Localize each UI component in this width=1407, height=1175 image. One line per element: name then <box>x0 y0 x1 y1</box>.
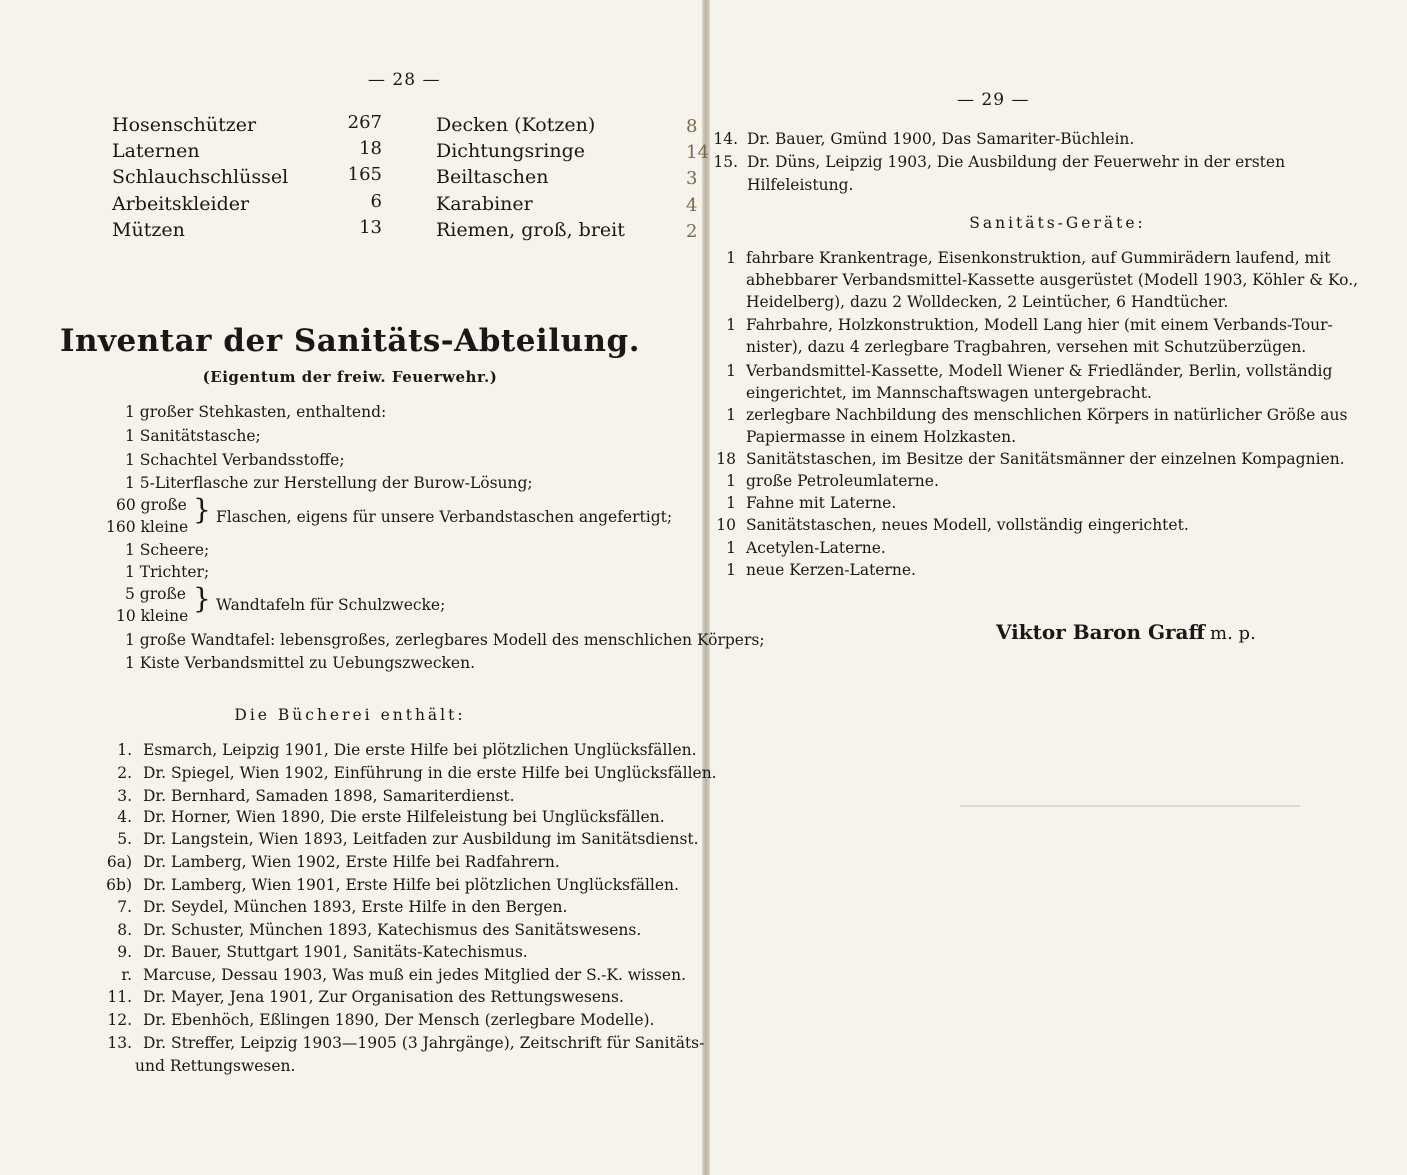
library-entry: Dr. Horner, Wien 1890, Die erste Hilfeleistung bei Unglücksfällen. <box>143 808 665 826</box>
library-entry-number: 8. <box>117 921 132 939</box>
inventory-item-qty: 165 <box>347 164 382 185</box>
library-entry: Esmarch, Leipzig 1901, Die erste Hilfe bei plötzlichen Unglücksfällen. <box>143 741 697 759</box>
flaschen-qty-large: 60 große <box>116 496 187 514</box>
inventory-item-qty: 8 <box>686 116 698 137</box>
geraete-item: große Petroleumlaterne. <box>746 472 939 490</box>
library-entry: Dr. Bauer, Stuttgart 1901, Sanitäts-Katechismus. <box>143 943 528 961</box>
library-entry: Dr. Seydel, München 1893, Erste Hilfe in den Bergen. <box>143 898 568 916</box>
library-entry-number: 13. <box>107 1034 132 1052</box>
geraete-item: Verbandsmittel-Kassette, Modell Wiener & Friedländer, Berlin, vollständig <box>746 362 1333 380</box>
library-entry: Dr. Langstein, Wien 1893, Leitfaden zur Ausbildung im Sanitätsdienst. <box>143 830 699 848</box>
inventory-item-qty: 18 <box>359 138 382 159</box>
geraete-item: abhebbarer Verbandsmittel-Kassette ausgerüstet (Modell 1903, Köhler & Ko., <box>746 271 1359 289</box>
library-entry-number: 3. <box>117 787 132 805</box>
geraete-heading: Sanitäts-Geräte: <box>969 214 1146 232</box>
inventory-item-qty: 6 <box>370 191 382 212</box>
book-gutter <box>702 0 710 1175</box>
library-entry-number: 14. <box>713 130 738 148</box>
library-entry: Dr. Bauer, Gmünd 1900, Das Samariter-Büchlein. <box>747 130 1135 148</box>
item-line: 1 großer Stehkasten, enthaltend: <box>125 403 387 421</box>
inventory-item-qty: 13 <box>359 217 382 238</box>
page-number-right: — 29 — <box>957 90 1030 110</box>
inventory-item-qty: 267 <box>347 112 382 133</box>
geraete-qty: 1 <box>726 539 736 557</box>
signature-suffix: m. p. <box>1210 623 1256 644</box>
library-entry: Dr. Düns, Leipzig 1903, Die Ausbildung der Feuerwehr in der ersten <box>747 153 1286 171</box>
library-entry: Dr. Bernhard, Samaden 1898, Samariterdienst. <box>143 787 515 805</box>
library-entry: Dr. Streffer, Leipzig 1903—1905 (3 Jahrgänge), Zeitschrift für Sanitäts- <box>143 1034 705 1052</box>
wandtafeln-qty-large: 5 große <box>125 585 186 603</box>
library-entry: Dr. Mayer, Jena 1901, Zur Organisation des Rettungswesens. <box>143 988 624 1006</box>
geraete-qty: 1 <box>726 316 736 334</box>
geraete-item: Sanitätstaschen, im Besitze der Sanitätsmänner der einzelnen Kompagnien. <box>746 450 1345 468</box>
inventory-item-name: Dichtungsringe <box>436 140 586 162</box>
inventory-item-name: Mützen <box>112 219 185 241</box>
library-entry: Dr. Spiegel, Wien 1902, Einführung in die erste Hilfe bei Unglücksfällen. <box>143 764 717 782</box>
geraete-qty: 1 <box>726 362 736 380</box>
item-line: 1 Schachtel Verbandsstoffe; <box>125 451 345 469</box>
show-through-rule <box>960 805 1300 807</box>
inventory-item-name: Hosenschützer <box>112 114 257 136</box>
page-number-left: — 28 — <box>368 70 441 90</box>
inventory-item-qty: 4 <box>686 195 698 216</box>
geraete-item: nister), dazu 4 zerlegbare Tragbahren, versehen mit Schutzüberzügen. <box>746 338 1307 356</box>
inventory-item-name: Decken (Kotzen) <box>436 114 596 136</box>
geraete-qty: 1 <box>726 249 736 267</box>
brace-icon: } <box>193 582 211 615</box>
geraete-item: Acetylen-Laterne. <box>746 539 886 557</box>
brace-icon: } <box>193 493 211 526</box>
library-entry-number: 2. <box>117 764 132 782</box>
library-heading: Die Bücherei enthält: <box>234 706 466 724</box>
signature-name: Viktor Baron Graff <box>996 620 1205 644</box>
library-entry-number: 11. <box>107 988 132 1006</box>
flaschen-text: Flaschen, eigens für unsere Verbandstaschen angefertigt; <box>216 508 673 526</box>
library-entry: Dr. Lamberg, Wien 1901, Erste Hilfe bei plötzlichen Unglücksfällen. <box>143 876 679 894</box>
library-entry: Dr. Lamberg, Wien 1902, Erste Hilfe bei Radfahrern. <box>143 853 560 871</box>
wandtafeln-qty-small: 10 kleine <box>116 607 189 625</box>
section-subtitle: (Eigentum der freiw. Feuerwehr.) <box>202 368 498 386</box>
geraete-qty: 10 <box>716 516 736 534</box>
library-entry-number: r. <box>121 966 132 984</box>
item-line: 1 Kiste Verbandsmittel zu Uebungszwecken. <box>125 654 475 672</box>
library-entry-continuation: Hilfeleistung. <box>747 176 854 194</box>
item-line: 1 Sanitätstasche; <box>125 427 261 445</box>
library-entry-number: 6b) <box>106 876 132 894</box>
inventory-item-qty: 2 <box>686 221 698 242</box>
library-entry: Dr. Schuster, München 1893, Katechismus des Sanitätswesens. <box>143 921 642 939</box>
geraete-item: neue Kerzen-Laterne. <box>746 561 916 579</box>
inventory-item-qty: 14 <box>686 142 709 163</box>
geraete-item: Heidelberg), dazu 2 Wolldecken, 2 Leintücher, 6 Handtücher. <box>746 293 1229 311</box>
geraete-item: Sanitätstaschen, neues Modell, vollständig eingerichtet. <box>746 516 1189 534</box>
library-entry: Marcuse, Dessau 1903, Was muß ein jedes Mitglied der S.-K. wissen. <box>143 966 687 984</box>
section-title: Inventar der Sanitäts-Abteilung. <box>59 323 641 359</box>
library-entry-number: 9. <box>117 943 132 961</box>
item-line: 1 Trichter; <box>125 563 210 581</box>
library-entry-number: 6a) <box>106 853 132 871</box>
inventory-item-name: Arbeitskleider <box>112 193 250 215</box>
geraete-qty: 1 <box>726 494 736 512</box>
geraete-item: eingerichtet, im Mannschaftswagen untergebracht. <box>746 384 1152 402</box>
geraete-item: fahrbare Krankentrage, Eisenkonstruktion, auf Gummirädern laufend, mit <box>746 249 1331 267</box>
inventory-item-name: Beiltaschen <box>436 166 549 188</box>
library-entry-number: 7. <box>117 898 132 916</box>
inventory-item-qty: 3 <box>686 168 698 189</box>
library-entry-number: 4. <box>117 808 132 826</box>
library-entry-number: 5. <box>117 830 132 848</box>
flaschen-qty-small: 160 kleine <box>106 518 189 536</box>
inventory-item-name: Karabiner <box>436 193 533 215</box>
library-entry-number: 15. <box>713 153 738 171</box>
library-entry: Dr. Ebenhöch, Eßlingen 1890, Der Mensch (zerlegbare Modelle). <box>143 1011 655 1029</box>
geraete-qty: 1 <box>726 406 736 424</box>
geraete-qty: 1 <box>726 561 736 579</box>
geraete-qty: 18 <box>716 450 736 468</box>
signature <box>996 620 1256 644</box>
item-line: 1 5-Literflasche zur Herstellung der Burow-Lösung; <box>125 474 533 492</box>
geraete-qty: 1 <box>726 472 736 490</box>
item-line: 1 große Wandtafel: lebensgroßes, zerlegbares Modell des menschlichen Körpers; <box>125 631 765 649</box>
wandtafeln-text: Wandtafeln für Schulzwecke; <box>216 596 446 614</box>
geraete-item: Fahne mit Laterne. <box>746 494 897 512</box>
geraete-item: zerlegbare Nachbildung des menschlichen Körpers in natürlicher Größe aus <box>746 406 1348 424</box>
inventory-item-name: Laternen <box>112 140 200 162</box>
library-entry-number: 12. <box>107 1011 132 1029</box>
geraete-item: Papiermasse in einem Holzkasten. <box>746 428 1017 446</box>
geraete-item: Fahrbahre, Holzkonstruktion, Modell Lang hier (mit einem Verbands-Tour- <box>746 316 1333 334</box>
inventory-item-name: Riemen, groß, breit <box>436 219 625 241</box>
library-entry-number: 1. <box>117 741 132 759</box>
inventory-item-name: Schlauchschlüssel <box>112 166 289 188</box>
library-entry-continuation: und Rettungswesen. <box>135 1057 296 1075</box>
item-line: 1 Scheere; <box>125 541 210 559</box>
